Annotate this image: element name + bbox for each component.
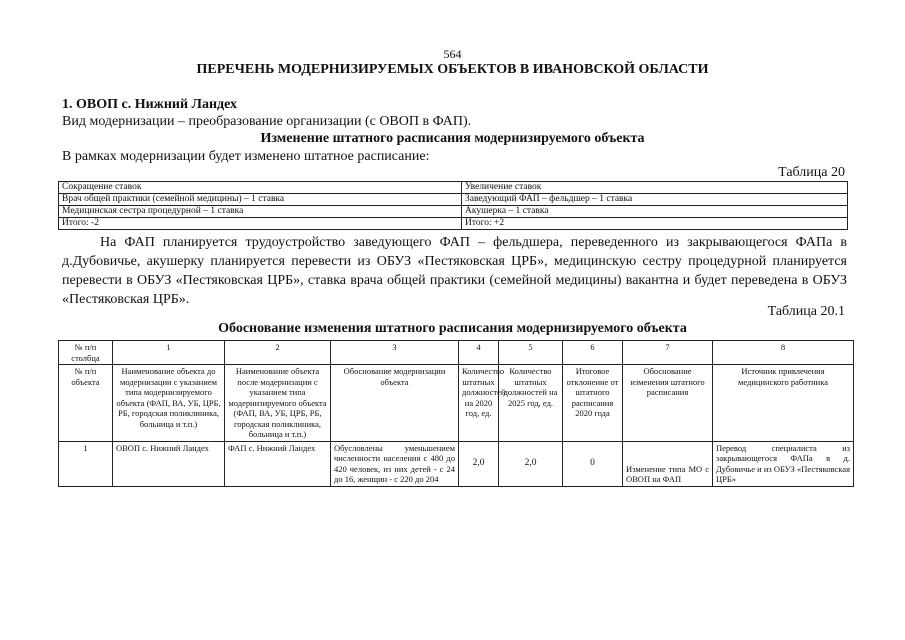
header-row xyxy=(59,365,854,442)
table-cell: Обусловлены уменьшением численности населения с 480 до 420 человек, из них детей - с 24 до 16, женщин - с 220 до 204 xyxy=(331,441,459,486)
page-number: 564 xyxy=(443,47,462,61)
table-cell: Сокращение ставок xyxy=(59,182,462,194)
table-cell: ФАП с. Нижний Ландех xyxy=(225,441,331,486)
table-cell: Итоговое отклонение от штатного расписания 2020 года xyxy=(563,365,623,442)
table-cell: 8 xyxy=(713,341,854,365)
table-row xyxy=(59,206,848,218)
table20-label: Таблица 20 xyxy=(778,165,845,180)
table-cell: Увеличение ставок xyxy=(462,182,848,194)
table-cell: Медицинская сестра процедурной – 1 ставка xyxy=(59,206,462,218)
table-row xyxy=(59,218,848,230)
column-number-row xyxy=(59,341,854,365)
table-cell: 3 xyxy=(331,341,459,365)
justification-table xyxy=(58,340,854,487)
section-heading: 1. ОВОП с. Нижний Ландех xyxy=(62,97,238,112)
table-cell: ОВОП с. Нижний Ландех xyxy=(113,441,225,486)
table-cell: 1 xyxy=(113,341,225,365)
staffing-changes-table xyxy=(58,181,848,230)
table-cell: № п/п столбца xyxy=(59,341,113,365)
table-cell: 2,0 xyxy=(459,441,499,486)
table-cell: 5 xyxy=(499,341,563,365)
table-cell: Врач общей практики (семейной медицины) – 1 ставка xyxy=(59,194,462,206)
table-cell: 2 xyxy=(225,341,331,365)
table-row xyxy=(59,441,854,486)
table-cell: № п/п объекта xyxy=(59,365,113,442)
body-paragraph xyxy=(62,233,847,309)
table-cell: Акушерка – 1 ставка xyxy=(462,206,848,218)
table-cell: Заведующий ФАП – фельдшер – 1 ставка xyxy=(462,194,848,206)
table-cell: Наименование объекта после модернизации с указанием типа модернизируемого объекта (ФАП, ВА, УБ, ЦРБ, РБ, городская поликлиника, больница и т.п.) xyxy=(225,365,331,442)
table-cell: 0 xyxy=(563,441,623,486)
table-cell: Итого: +2 xyxy=(462,218,848,230)
staffing-intro: В рамках модернизации будет изменено штатное расписание: xyxy=(62,149,430,164)
table-cell: Перевод специалиста из закрывающегося ФАПа в д. Дубовичье и из ОБУЗ «Пестяковская ЦРБ» xyxy=(713,441,854,486)
table-cell: Обоснование модернизации объекта xyxy=(331,365,459,442)
table-cell: Наименование объекта до модернизации с указанием типа модернизируемого объекта (ФАП, ВА, УБ, ЦРБ, РБ, городская поликлиника, больница и т.п.) xyxy=(113,365,225,442)
table-cell: Итого: -2 xyxy=(59,218,462,230)
table-cell: 6 xyxy=(563,341,623,365)
table201-label: Таблица 20.1 xyxy=(767,304,845,319)
table-cell: Обоснование изменения штатного расписания xyxy=(623,365,713,442)
table-cell: Количество штатных должностей на 2020 год, ед. xyxy=(459,365,499,442)
table-cell: 1 xyxy=(59,441,113,486)
table-row xyxy=(59,182,848,194)
paragraph-text: На ФАП планируется трудоустройство заведующего ФАП – фельдшера, переведенного из закрывающегося ФАПа в д.Дубовичье, акушерку планируется перевести из ОБУЗ «Пестяковская ЦРБ», медицинскую сестру процедурной планируется перевести в ОБУЗ «Пестяковская ЦРБ», ставка врача общей практики (семейной медицины) вакантна и будет переведена в ОБУЗ «Пестяковская ЦРБ». xyxy=(62,235,847,307)
table-row xyxy=(59,194,848,206)
table-cell: Изменение типа МО с ОВОП на ФАП xyxy=(623,441,713,486)
table201-title: Обоснование изменения штатного расписания модернизируемого объекта xyxy=(218,321,687,336)
staffing-subtitle: Изменение штатного расписания модернизируемого объекта xyxy=(260,131,645,146)
table-cell: Количество штатных должностей на 2025 год, ед. xyxy=(499,365,563,442)
table-cell: Источник привлечения медицинского работника xyxy=(713,365,854,442)
modernization-type: Вид модернизации – преобразование организации (с ОВОП в ФАП). xyxy=(62,114,472,129)
table-cell: 2,0 xyxy=(499,441,563,486)
table-cell: 4 xyxy=(459,341,499,365)
main-title: ПЕРЕЧЕНЬ МОДЕРНИЗИРУЕМЫХ ОБЪЕКТОВ В ИВАНОВСКОЙ ОБЛАСТИ xyxy=(196,62,709,77)
table-cell: 7 xyxy=(623,341,713,365)
